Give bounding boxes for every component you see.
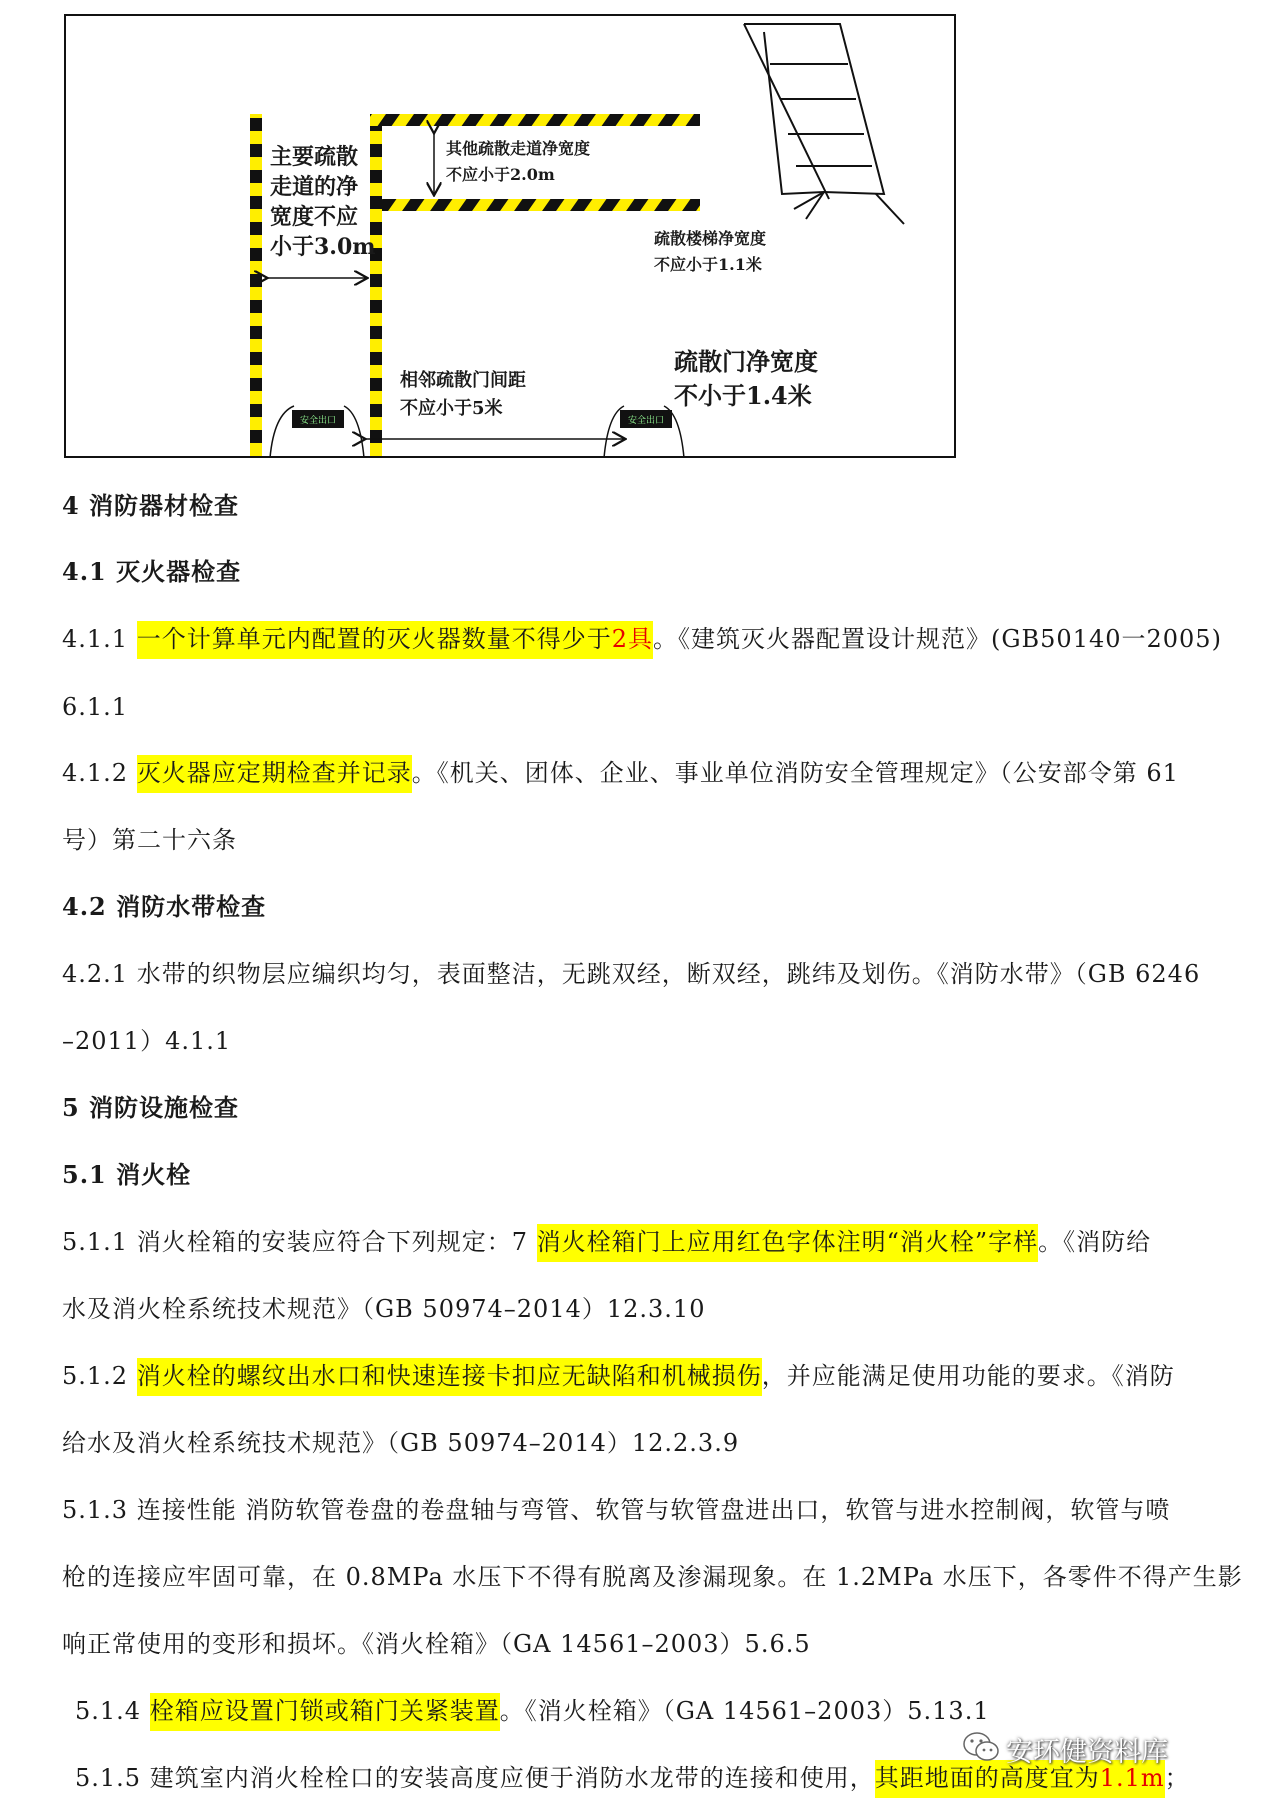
red-unit: 具 — [627, 625, 653, 653]
para-number: 4.1.1 — [62, 625, 137, 653]
highlight-text: 一个计算单元内配置的灭火器数量不得少于2具 — [137, 621, 653, 659]
right-wall-stripe — [370, 114, 382, 458]
para-5-1-4: 5.1.4 栓箱应设置门锁或箱门关紧装置。《消火栓箱》（GA 14561–2003）5.13.1 — [75, 1694, 990, 1728]
para-4-1-2: 4.1.2 灭火器应定期检查并记录。《机关、团体、企业、事业单位消防安全管理规定》（公安部令第 61 — [62, 756, 1179, 790]
svg-text:安全出口: 安全出口 — [299, 416, 337, 426]
wechat-icon — [962, 1730, 1000, 1764]
door-width-label-1: 疏散门净宽度 — [674, 347, 818, 376]
section-5-heading: 5 消防设施检查 — [62, 1093, 240, 1122]
red-value: 1.1m — [1099, 1764, 1165, 1792]
main-corridor-label-4: 小于3.0m — [270, 234, 376, 260]
left-wall-stripe — [250, 114, 262, 458]
highlight-text: 栓箱应设置门锁或箱门关紧装置 — [150, 1693, 500, 1731]
para-4-1-1-cont: 6.1.1 — [62, 693, 129, 721]
door-width-label-2: 不小于1.4米 — [674, 381, 812, 410]
door-spacing-label-1: 相邻疏散门间距 — [400, 370, 526, 391]
para-5-1-3: 5.1.3 连接性能 消防软管卷盘的卷盘轴与弯管、软管与软管盘进出口，软管与进水控制阀，软管与喷 — [62, 1496, 1171, 1524]
para-5-1-1: 5.1.1 消火栓箱的安装应符合下列规定：7 消火栓箱门上应用红色字体注明“消火栓”字样。《消防给 — [62, 1225, 1151, 1259]
para-5-1-3-l3: 响正常使用的变形和损坏。《消火栓箱》（GA 14561–2003）5.6.5 — [62, 1630, 811, 1658]
top-corridor-stripe — [370, 114, 700, 126]
evacuation-width-diagram — [64, 14, 956, 458]
main-corridor-label-1: 主要疏散 — [270, 144, 359, 170]
highlight-text: 消火栓的螺纹出水口和快速连接卡扣应无缺陷和机械损伤 — [137, 1358, 762, 1396]
other-corridor-label-2: 不应小于2.0m — [446, 165, 555, 184]
stair-label-2: 不应小于1.1米 — [654, 255, 762, 274]
main-corridor-label-2: 走道的净 — [270, 174, 359, 200]
section-4-heading: 4 消防器材检查 — [62, 491, 240, 520]
section-5-1-heading: 5.1 消火栓 — [62, 1160, 192, 1189]
highlight-text: 其距地面的高度宜为1.1m — [875, 1760, 1165, 1798]
watermark-text: 安环健资料库 — [1006, 1737, 1168, 1768]
para-5-1-3-l2: 枪的连接应牢固可靠，在 0.8MPa 水压下不得有脱离及渗漏现象。在 1.2MPa 水压下，各零件不得产生影 — [62, 1563, 1243, 1591]
red-number: 2 — [611, 625, 628, 653]
para-5-1-2-cont: 给水及消火栓系统技术规范》（GB 50974–2014）12.2.3.9 — [62, 1429, 740, 1457]
para-4-1-1: 4.1.1 一个计算单元内配置的灭火器数量不得少于2具。《建筑灭火器配置设计规范》(GB50140一2005) — [62, 622, 1222, 656]
stair-label-1: 疏散楼梯净宽度 — [654, 229, 767, 248]
para-5-1-2: 5.1.2 消火栓的螺纹出水口和快速连接卡扣应无缺陷和机械损伤，并应能满足使用功能的要求。《消防 — [62, 1359, 1175, 1393]
bottom-corridor-stripe — [382, 199, 700, 211]
door-spacing-label-2: 不应小于5米 — [400, 398, 503, 419]
svg-text:安全出口: 安全出口 — [627, 416, 665, 426]
main-corridor-label-3: 宽度不应 — [270, 204, 359, 230]
highlight-text: 消火栓箱门上应用红色字体注明“消火栓”字样 — [537, 1224, 1039, 1262]
section-4-1-heading: 4.1 灭火器检查 — [62, 557, 242, 586]
para-5-1-1-cont: 水及消火栓系统技术规范》（GB 50974–2014）12.3.10 — [62, 1295, 706, 1323]
section-4-2-heading: 4.2 消防水带检查 — [62, 892, 267, 921]
highlight-text: 灭火器应定期检查并记录 — [137, 755, 412, 793]
other-corridor-label-1: 其他疏散走道净宽度 — [446, 139, 591, 158]
para-4-2-1: 4.2.1 水带的织物层应编织均匀，表面整洁，无跳双经，断双经，跳纬及划伤。《消防水带》（GB 6246 — [62, 960, 1201, 988]
para-4-2-1-cont: –2011）4.1.1 — [62, 1027, 232, 1055]
para-5-1-5: 5.1.5 建筑室内消火栓栓口的安装高度应便于消防水龙带的连接和使用，其距地面的高度宜为1.1m； — [75, 1761, 1190, 1795]
para-4-1-2-cont: 号）第二十六条 — [62, 826, 237, 854]
